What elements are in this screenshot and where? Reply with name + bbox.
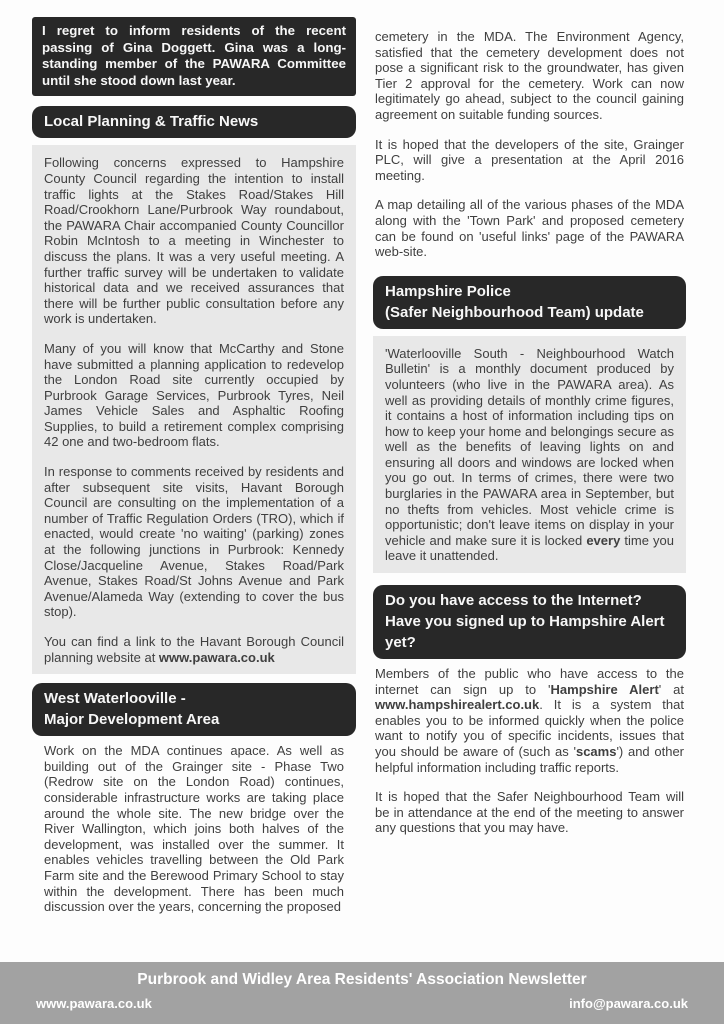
map-paragraph: A map detailing all of the various phases of the MDA along with the 'Town Park' and proposed cemetery can be found on 'useful links' page of the PAWARA web-site. (375, 197, 684, 260)
planning-news-panel (32, 145, 356, 674)
hampshire-alert-name: Hampshire Alert (550, 681, 659, 697)
obituary-text: I regret to inform residents of the recent passing of Gina Doggett. Gina was a long-standing member of the PAWARA Committee until she stood down last year. (42, 23, 346, 88)
planning-paragraph: Many of you will know that McCarthy and Stone have submitted a planning application to redevelop the London Road site currently occupied by Purbrook Garage Services, Purbrook Tyres, Neil James Vehicle Sales and Asphaltic Roofing Supplies, to build a retirement complex comprising 42 one and two-bedroom flats. (44, 340, 344, 450)
bulletin-text: 'Waterlooville South - Neighbourhood Watch Bulletin' is a monthly document produced by volunteers (who live in the PAWARA area). As well as providing details of monthly crime figures, it contains a host of information including tips on how to keep your home and belongings secure as well as the benefits of leaving lights on and ensuring all doors and windows are locked when you go out. In terms of crimes, there were two burglaries in the PAWARA area in September, but no thefts from vehicles. Most vehicle crime is opportunistic; don't leave items on display in your vehicle and make sure it is locked (385, 345, 674, 548)
members-text: ') and other helpful information including traffic reports. (375, 744, 685, 775)
hampshirealert-url: www.hampshirealert.co.uk (375, 697, 540, 713)
members-text: ' at (658, 681, 685, 697)
hampshire-alert-paragraph (373, 666, 686, 775)
footer-links (0, 989, 724, 1011)
section-header-line: Hampshire Police (385, 282, 511, 300)
footer-website: www.pawara.co.uk (36, 996, 152, 1011)
section-header-label: Do you have access to the Internet? Have you signed up to Hampshire Alert yet? (385, 592, 665, 652)
scams-emphasis: scams (575, 744, 617, 759)
planning-link-text: You can find a link to the Havant Borough Council planning website at (44, 634, 344, 665)
footer-bar (0, 962, 724, 1024)
bulletin-text: time you leave it unattended. (385, 532, 675, 564)
section-header-label: Local Planning & Traffic News (44, 113, 259, 131)
members-text: Members of the public who have access to the internet can sign up to ' (375, 666, 684, 697)
section-header-line: (Safer Neighbourhood Team) update (385, 303, 644, 321)
members-text: . It is a system that enables you to be informed quickly when the police want to notify you of specific incidents, issues that you should be aware of (such as ' (375, 697, 684, 759)
mda-progress-paragraph: Work on the MDA continues apace. As well as building out of the Grainger site - Phase Two (Redrow site on the London Road) continues, considerable infrastructure works are taking place around the whole site. The new bridge over the River Wallington, which joins both halves of the development, was installed over the summer. It enables vehicles travelling between the Old Park Farm site and the Berewood Primary School to stay within the development. There has been much discussion over the years, concerning the proposed (44, 743, 344, 915)
pawara-url: www.pawara.co.uk (158, 649, 275, 665)
neighbourhood-watch-paragraph (385, 346, 674, 564)
closing-paragraph: It is hoped that the Safer Neighbourhood Team will be in attendance at the end of the meeting to answer any questions that you may have. (375, 789, 684, 836)
section-header-line: West Waterlooville - (44, 690, 186, 708)
grainger-paragraph: It is hoped that the developers of the site, Grainger PLC, will give a presentation at the April 2016 meeting. (375, 136, 684, 183)
planning-link-paragraph (44, 634, 344, 665)
planning-paragraph: Following concerns expressed to Hampshire County Council regarding the intention to install traffic lights at the Stakes Road/Stakes Hill Road/Crookhorn Lane/Purbrook Way roundabout, the PAWARA Chair accompanied County Councillor Robin McIntosh to a meeting in Winchester to discuss the plans. It was a very useful meeting. A further traffic survey will be undertaken to validate historical data and we received assurances that there will be further public consultation before any work is undertaken. (44, 155, 344, 327)
section-header-hampshire-alert (373, 585, 686, 659)
footer-email: info@pawara.co.uk (569, 996, 688, 1011)
footer-title: Purbrook and Widley Area Residents' Association Newsletter (137, 971, 587, 988)
section-header-west-waterlooville (32, 683, 356, 736)
obituary-notice (32, 17, 356, 96)
section-header-hampshire-police (373, 276, 686, 329)
section-header-line: Major Development Area (44, 711, 220, 729)
left-column (32, 17, 356, 915)
right-column (373, 17, 686, 915)
section-header-local-planning (32, 106, 356, 138)
cemetery-paragraph: cemetery in the MDA. The Environment Agency, satisfied that the cemetery development does not pose a significant risk to the groundwater, has given Tier 2 approval for the cemetery. Work can now legitimately go ahead, subject to the council gaining agreement on suitable funding sources. (375, 29, 684, 122)
bulletin-emphasis: every (586, 532, 621, 548)
police-update-panel (373, 336, 686, 573)
planning-paragraph: In response to comments received by residents and after subsequent site visits, Havant Borough Council are consulting on the implementation of a number of Traffic Regulation Orders (TRO), which if enacted, would create 'no waiting' (parking) zones at the following junctions in Purbrook: Kennedy Close/Jacqueline Avenue, Stakes Road/Park Avenue, Stakes Road/St Johns Avenue and Park Avenue/Alameda Way (extending to cover the bus stop). (44, 464, 344, 620)
